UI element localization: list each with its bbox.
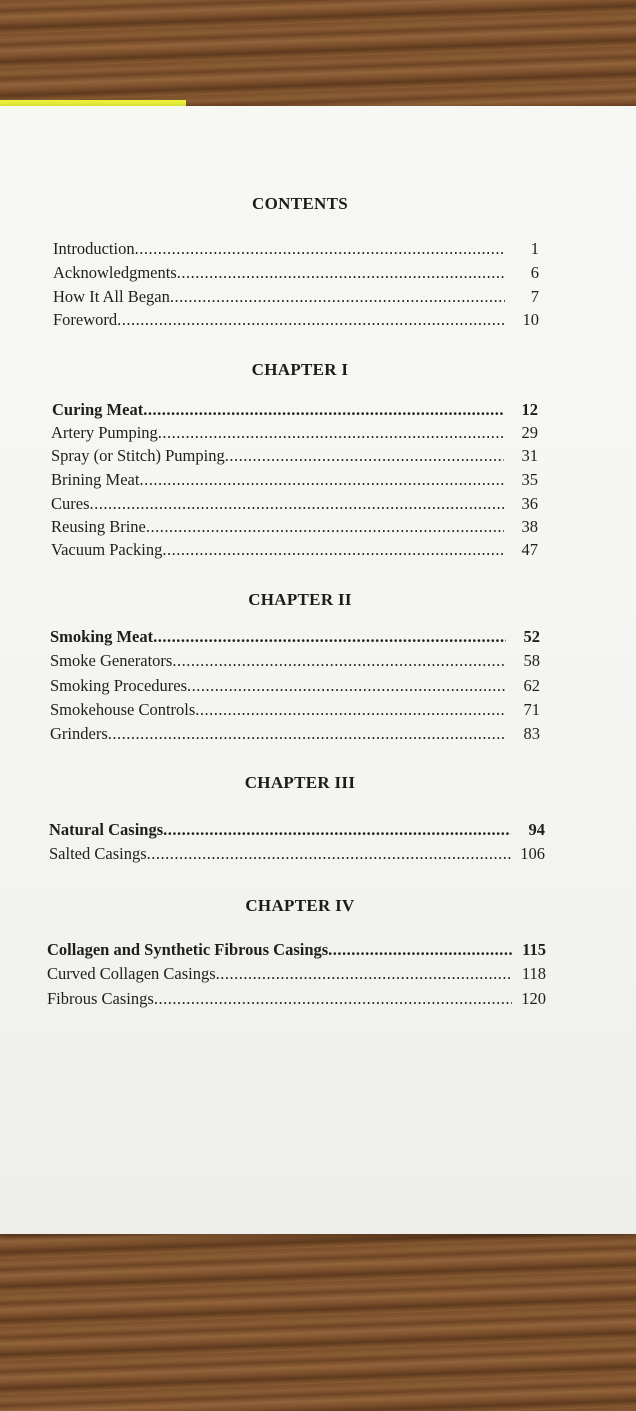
toc-entry [51,494,538,516]
toc-entry [53,287,539,309]
dot-leader [90,494,505,514]
toc-entry [47,964,546,986]
dot-leader [158,423,504,443]
toc-entry-title: Vacuum Packing [51,540,163,559]
dot-leader [143,400,504,420]
dot-leader [170,287,505,307]
toc-entry-page: 10 [522,310,539,329]
toc-entry-title: Reusing Brine [51,517,146,536]
toc-entry-page: 58 [523,651,540,670]
toc-entry-page: 31 [521,446,538,465]
toc-entry-title: Grinders [50,724,108,743]
toc-entry [51,446,538,468]
dot-leader [195,700,506,720]
toc-entry-title: Curing Meat [52,400,144,419]
toc-entry [51,470,538,492]
toc-entry-page: 29 [521,423,538,442]
toc-entry-page: 1 [530,239,539,258]
toc-entry [47,989,546,1011]
toc-entry-page: 62 [523,676,540,695]
dot-leader [225,446,504,466]
toc-entry [53,310,539,332]
toc-entry-title: Spray (or Stitch) Pumping [51,446,225,465]
toc-entry [53,239,539,261]
toc-entry [49,844,545,866]
toc-entry [50,700,540,722]
toc-entry [50,676,540,698]
toc-entry-page: 7 [530,287,539,306]
toc-entry-title: Foreword [53,310,118,329]
toc-entry [50,627,540,649]
toc-entry-title: Natural Casings [49,820,164,839]
toc-entry-page: 120 [521,989,546,1008]
chapter-heading: CHAPTER II [248,590,352,609]
toc-entry [50,651,540,673]
dot-leader [135,239,505,259]
toc-entry-page: 36 [521,494,538,513]
toc-entry [53,263,539,285]
toc-entry-title: Smoke Generators [50,651,173,670]
toc-entry [47,940,546,962]
chapter-heading: CHAPTER IV [245,896,355,915]
toc-entry-title: Smoking Procedures [50,676,188,695]
toc-entry [49,820,545,842]
dot-leader [146,517,504,537]
toc-entry [51,540,538,562]
dot-leader [163,820,511,840]
toc-entry-page: 12 [521,400,538,419]
toc-entry-page: 83 [523,724,540,743]
contents-heading: CONTENTS [252,194,348,213]
toc-entry-page: 71 [523,700,540,719]
toc-entry-page: 106 [520,844,545,863]
book-page [0,106,636,1234]
chapter-heading: CHAPTER I [251,360,349,379]
chapter-heading: CHAPTER III [244,773,356,792]
toc-entry-title: Introduction [53,239,135,258]
toc-entry-page: 35 [521,470,538,489]
dot-leader [162,540,504,560]
dot-leader [117,310,505,330]
toc-entry-page: 118 [521,964,546,983]
toc-entry-title: Smokehouse Controls [50,700,196,719]
toc-entry-title: Salted Casings [49,844,147,863]
toc-entry-page: 115 [522,940,546,959]
dot-leader [108,724,506,744]
dot-leader [153,627,506,647]
toc-entry-title: Fibrous Casings [47,989,154,1008]
dot-leader [172,651,506,671]
dot-leader [147,844,511,864]
dot-leader [154,989,512,1009]
toc-entry-page: 94 [528,820,545,839]
toc-entry [50,724,540,746]
toc-entry-title: Cures [51,494,90,513]
toc-entry-title: Brining Meat [51,470,140,489]
toc-entry-page: 38 [521,517,538,536]
toc-entry-page: 47 [521,540,538,559]
dot-leader [139,470,504,490]
toc-entry-title: Artery Pumping [51,423,158,442]
toc-entry [51,517,538,539]
toc-entry [52,400,538,422]
toc-entry [51,423,538,445]
toc-entry-page: 52 [523,627,540,646]
toc-entry-title: Acknowledgments [53,263,177,282]
toc-entry-title: Smoking Meat [50,627,154,646]
toc-entry-title: How It All Began [53,287,170,306]
dot-leader [187,676,506,696]
dot-leader [216,964,512,984]
dot-leader [177,263,505,283]
toc-entry-page: 6 [530,263,539,282]
dot-leader [328,940,512,960]
toc-entry-title: Collagen and Synthetic Fibrous Casings [47,940,329,959]
toc-entry-title: Curved Collagen Casings [47,964,216,983]
